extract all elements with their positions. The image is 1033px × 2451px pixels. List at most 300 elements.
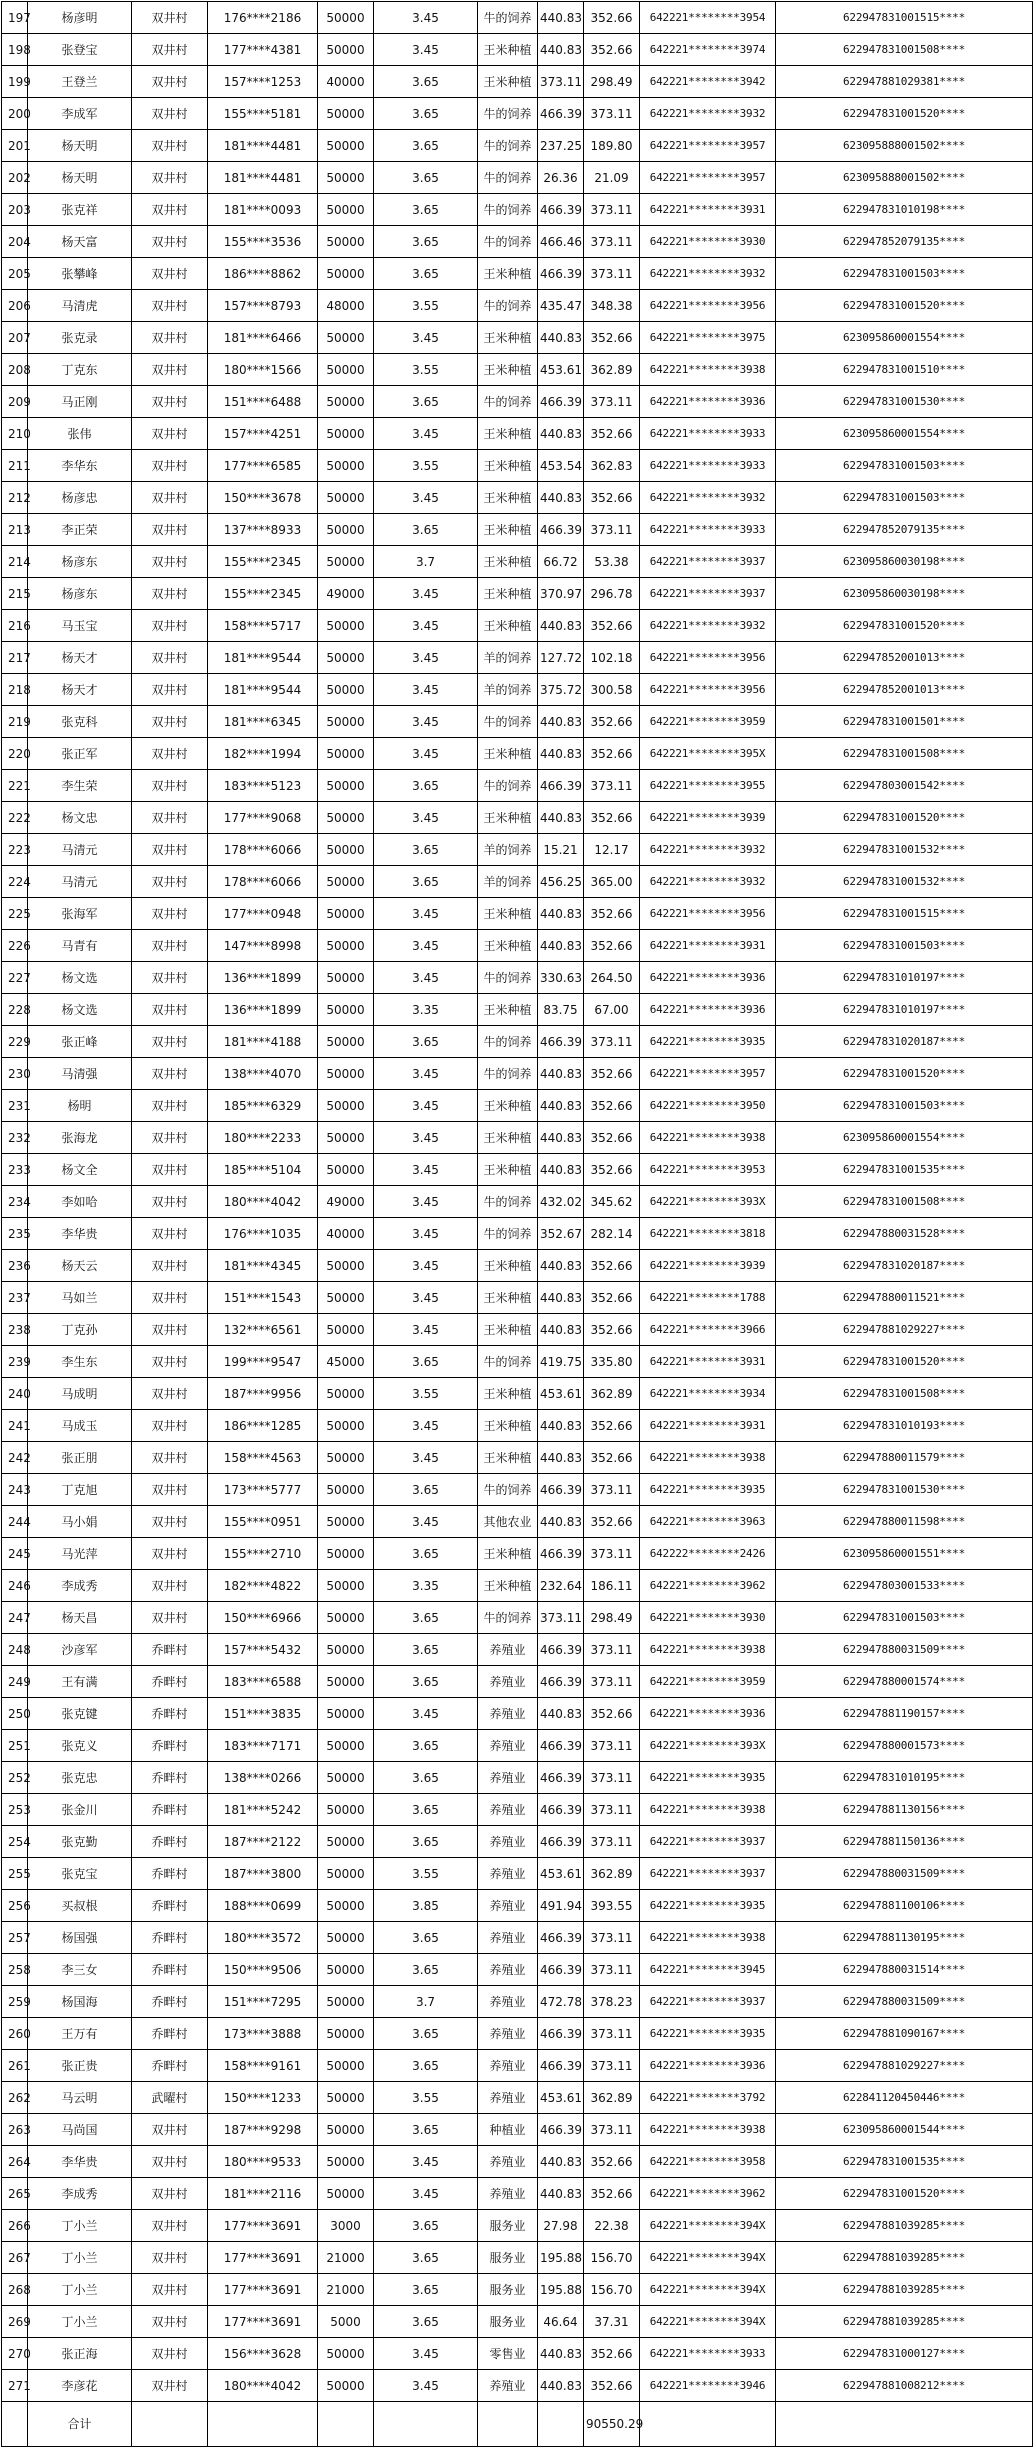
village-cell: 双井村 (132, 98, 208, 130)
bank-account-cell: 622947831001503**** (776, 258, 1033, 290)
name-cell: 张克勤 (28, 1826, 132, 1858)
subsidy-cell: 352.66 (584, 2338, 640, 2370)
table-row (2, 482, 1033, 514)
subsidy-cell: 362.89 (584, 354, 640, 386)
subsidy-cell: 352.66 (584, 34, 640, 66)
bank-account-cell: 623095860001554**** (776, 322, 1033, 354)
table-row (2, 34, 1033, 66)
name-cell: 李如哈 (28, 1186, 132, 1218)
rate-cell: 3.65 (374, 194, 478, 226)
name-cell: 杨文忠 (28, 802, 132, 834)
phone-cell: 151****7295 (208, 1986, 318, 2018)
rate-cell: 3.65 (374, 2114, 478, 2146)
id-number-cell: 642221********3935 (640, 1026, 776, 1058)
phone-cell: 158****9161 (208, 2050, 318, 2082)
interest-cell: 440.83 (538, 738, 584, 770)
phone-cell: 187****9956 (208, 1378, 318, 1410)
table-row (2, 1698, 1033, 1730)
table-row (2, 1986, 1033, 2018)
row-index-cell: 206 (2, 290, 28, 322)
industry-cell: 王米种植 (478, 354, 538, 386)
interest-cell: 440.83 (538, 706, 584, 738)
interest-cell: 232.64 (538, 1570, 584, 1602)
id-number-cell: 642221********3959 (640, 1666, 776, 1698)
phone-cell: 157****5432 (208, 1634, 318, 1666)
loan-amount-cell: 50000 (318, 450, 374, 482)
village-cell: 双井村 (132, 1122, 208, 1154)
loan-amount-cell: 50000 (318, 1410, 374, 1442)
loan-amount-cell: 50000 (318, 162, 374, 194)
loan-amount-cell: 3000 (318, 2210, 374, 2242)
name-cell: 张克科 (28, 706, 132, 738)
interest-cell: 466.39 (538, 1730, 584, 1762)
subsidy-cell: 373.11 (584, 2114, 640, 2146)
interest-cell: 440.83 (538, 2338, 584, 2370)
rate-cell: 3.65 (374, 1026, 478, 1058)
bank-account-cell: 622947831001520**** (776, 1058, 1033, 1090)
industry-cell: 种植业 (478, 2114, 538, 2146)
loan-amount-cell: 50000 (318, 2082, 374, 2114)
rate-cell: 3.65 (374, 66, 478, 98)
row-index-cell: 238 (2, 1314, 28, 1346)
row-index-cell: 224 (2, 866, 28, 898)
loan-amount-cell: 21000 (318, 2242, 374, 2274)
row-index-cell: 233 (2, 1154, 28, 1186)
rate-cell: 3.45 (374, 1154, 478, 1186)
name-cell: 丁小兰 (28, 2274, 132, 2306)
loan-amount-cell: 50000 (318, 642, 374, 674)
interest-cell: 466.39 (538, 1826, 584, 1858)
subsidy-cell: 352.66 (584, 738, 640, 770)
industry-cell: 养殖业 (478, 2146, 538, 2178)
id-number-cell: 642221********3930 (640, 1602, 776, 1634)
phone-cell: 188****0699 (208, 1890, 318, 1922)
industry-cell: 牛的饲养 (478, 226, 538, 258)
industry-cell: 服务业 (478, 2306, 538, 2338)
loan-amount-cell: 50000 (318, 1058, 374, 1090)
phone-cell: 183****6588 (208, 1666, 318, 1698)
interest-cell: 440.83 (538, 418, 584, 450)
table-row (2, 802, 1033, 834)
village-cell: 双井村 (132, 418, 208, 450)
phone-cell: 155****2345 (208, 578, 318, 610)
row-index-cell: 221 (2, 770, 28, 802)
name-cell: 杨天明 (28, 162, 132, 194)
bank-account-cell: 623095888001502**** (776, 130, 1033, 162)
rate-cell: 3.45 (374, 1058, 478, 1090)
id-number-cell: 642221********3959 (640, 706, 776, 738)
bank-account-cell: 622947852001013**** (776, 674, 1033, 706)
industry-cell: 零售业 (478, 2338, 538, 2370)
industry-cell: 养殖业 (478, 1730, 538, 1762)
phone-cell: 177****6585 (208, 450, 318, 482)
phone-cell: 186****8862 (208, 258, 318, 290)
loan-amount-cell: 50000 (318, 98, 374, 130)
industry-cell: 养殖业 (478, 1890, 538, 1922)
village-cell: 乔畔村 (132, 2018, 208, 2050)
phone-cell: 180****4042 (208, 2370, 318, 2402)
industry-cell: 服务业 (478, 2274, 538, 2306)
table-row (2, 1026, 1033, 1058)
rate-cell: 3.45 (374, 1506, 478, 1538)
phone-cell: 180****2233 (208, 1122, 318, 1154)
industry-cell: 王米种植 (478, 578, 538, 610)
village-cell: 双井村 (132, 2274, 208, 2306)
row-index-cell: 217 (2, 642, 28, 674)
loan-amount-cell: 50000 (318, 610, 374, 642)
total-blank-cell (374, 2402, 478, 2447)
name-cell: 丁克东 (28, 354, 132, 386)
industry-cell: 王米种植 (478, 1570, 538, 1602)
phone-cell: 183****7171 (208, 1730, 318, 1762)
name-cell: 马青有 (28, 930, 132, 962)
name-cell: 买叔根 (28, 1890, 132, 1922)
id-number-cell: 642221********3935 (640, 2018, 776, 2050)
village-cell: 双井村 (132, 1026, 208, 1058)
row-index-cell: 254 (2, 1826, 28, 1858)
row-index-cell: 212 (2, 482, 28, 514)
id-number-cell: 642221********3957 (640, 130, 776, 162)
name-cell: 马成明 (28, 1378, 132, 1410)
subsidy-cell: 352.66 (584, 418, 640, 450)
phone-cell: 177****3691 (208, 2210, 318, 2242)
industry-cell: 养殖业 (478, 1794, 538, 1826)
village-cell: 双井村 (132, 1314, 208, 1346)
rate-cell: 3.45 (374, 642, 478, 674)
name-cell: 张海龙 (28, 1122, 132, 1154)
bank-account-cell: 622947831001520**** (776, 802, 1033, 834)
row-index-cell: 246 (2, 1570, 28, 1602)
interest-cell: 440.83 (538, 1090, 584, 1122)
rate-cell: 3.45 (374, 2338, 478, 2370)
total-index-cell (2, 2402, 28, 2447)
row-index-cell: 225 (2, 898, 28, 930)
table-row (2, 2274, 1033, 2306)
rate-cell: 3.45 (374, 1250, 478, 1282)
loan-amount-cell: 50000 (318, 1506, 374, 1538)
subsidy-cell: 373.11 (584, 194, 640, 226)
phone-cell: 177****9068 (208, 802, 318, 834)
bank-account-cell: 622947881029227**** (776, 1314, 1033, 1346)
village-cell: 乔畔村 (132, 1634, 208, 1666)
loan-amount-cell: 45000 (318, 1346, 374, 1378)
subsidy-cell: 264.50 (584, 962, 640, 994)
industry-cell: 王米种植 (478, 1378, 538, 1410)
name-cell: 马清元 (28, 866, 132, 898)
subsidy-cell: 352.66 (584, 1506, 640, 1538)
rate-cell: 3.65 (374, 130, 478, 162)
name-cell: 杨天才 (28, 642, 132, 674)
industry-cell: 牛的饲养 (478, 386, 538, 418)
loan-amount-cell: 40000 (318, 1218, 374, 1250)
bank-account-cell: 622947831000127**** (776, 2338, 1033, 2370)
table-row (2, 1474, 1033, 1506)
bank-account-cell: 622947831001501**** (776, 706, 1033, 738)
id-number-cell: 642221********3938 (640, 354, 776, 386)
id-number-cell: 642221********3938 (640, 2114, 776, 2146)
name-cell: 杨国强 (28, 1922, 132, 1954)
rate-cell: 3.65 (374, 1474, 478, 1506)
loan-amount-cell: 50000 (318, 2146, 374, 2178)
rate-cell: 3.65 (374, 770, 478, 802)
industry-cell: 牛的饲养 (478, 290, 538, 322)
interest-cell: 330.63 (538, 962, 584, 994)
name-cell: 张伟 (28, 418, 132, 450)
id-number-cell: 642221********394X (640, 2274, 776, 2306)
village-cell: 乔畔村 (132, 1986, 208, 2018)
row-index-cell: 219 (2, 706, 28, 738)
bank-account-cell: 622947831001515**** (776, 2, 1033, 34)
name-cell: 张金川 (28, 1794, 132, 1826)
phone-cell: 181****6466 (208, 322, 318, 354)
interest-cell: 440.83 (538, 2178, 584, 2210)
phone-cell: 181****4481 (208, 130, 318, 162)
industry-cell: 王米种植 (478, 1442, 538, 1474)
loan-amount-cell: 50000 (318, 1442, 374, 1474)
loan-amount-cell: 50000 (318, 770, 374, 802)
name-cell: 李成秀 (28, 2178, 132, 2210)
industry-cell: 养殖业 (478, 1762, 538, 1794)
industry-cell: 王米种植 (478, 258, 538, 290)
interest-cell: 440.83 (538, 1122, 584, 1154)
bank-account-cell: 622947803001542**** (776, 770, 1033, 802)
id-number-cell: 642221********394X (640, 2242, 776, 2274)
name-cell: 杨天才 (28, 674, 132, 706)
rate-cell: 3.55 (374, 1858, 478, 1890)
row-index-cell: 227 (2, 962, 28, 994)
name-cell: 杨文选 (28, 962, 132, 994)
rate-cell: 3.45 (374, 1186, 478, 1218)
row-index-cell: 260 (2, 2018, 28, 2050)
total-blank-cell (478, 2402, 538, 2447)
name-cell: 杨文全 (28, 1154, 132, 1186)
row-index-cell: 223 (2, 834, 28, 866)
subsidy-cell: 189.80 (584, 130, 640, 162)
phone-cell: 177****4381 (208, 34, 318, 66)
bank-account-cell: 622947880031509**** (776, 1634, 1033, 1666)
village-cell: 双井村 (132, 1154, 208, 1186)
total-blank-cell (640, 2402, 776, 2447)
name-cell: 杨彦明 (28, 2, 132, 34)
id-number-cell: 642221********3937 (640, 1826, 776, 1858)
name-cell: 张登宝 (28, 34, 132, 66)
id-number-cell: 642221********3958 (640, 2146, 776, 2178)
rate-cell: 3.65 (374, 2210, 478, 2242)
bank-account-cell: 622947831001503**** (776, 450, 1033, 482)
bank-account-cell: 622947852079135**** (776, 514, 1033, 546)
phone-cell: 147****8998 (208, 930, 318, 962)
rate-cell: 3.65 (374, 1826, 478, 1858)
village-cell: 双井村 (132, 2370, 208, 2402)
table-row (2, 1922, 1033, 1954)
id-number-cell: 642221********3932 (640, 834, 776, 866)
interest-cell: 373.11 (538, 1602, 584, 1634)
bank-account-cell: 622947831001508**** (776, 34, 1033, 66)
rate-cell: 3.65 (374, 1602, 478, 1634)
table-row (2, 2, 1033, 34)
row-index-cell: 251 (2, 1730, 28, 1762)
id-number-cell: 642221********3932 (640, 866, 776, 898)
id-number-cell: 642221********3966 (640, 1314, 776, 1346)
rate-cell: 3.45 (374, 578, 478, 610)
loan-amount-cell: 50000 (318, 258, 374, 290)
industry-cell: 牛的饲养 (478, 130, 538, 162)
industry-cell: 王米种植 (478, 1538, 538, 1570)
village-cell: 双井村 (132, 386, 208, 418)
id-number-cell: 642221********393X (640, 1730, 776, 1762)
phone-cell: 181****9544 (208, 674, 318, 706)
row-index-cell: 213 (2, 514, 28, 546)
row-index-cell: 256 (2, 1890, 28, 1922)
village-cell: 双井村 (132, 674, 208, 706)
table-row (2, 706, 1033, 738)
rate-cell: 3.7 (374, 546, 478, 578)
industry-cell: 牛的饲养 (478, 1186, 538, 1218)
name-cell: 李生荣 (28, 770, 132, 802)
phone-cell: 199****9547 (208, 1346, 318, 1378)
subsidy-cell: 102.18 (584, 642, 640, 674)
bank-account-cell: 622947880001574**** (776, 1666, 1033, 1698)
village-cell: 双井村 (132, 1282, 208, 1314)
interest-cell: 440.83 (538, 1154, 584, 1186)
rate-cell: 3.65 (374, 2242, 478, 2274)
row-index-cell: 229 (2, 1026, 28, 1058)
phone-cell: 157****1253 (208, 66, 318, 98)
rate-cell: 3.65 (374, 2050, 478, 2082)
village-cell: 双井村 (132, 130, 208, 162)
phone-cell: 180****4042 (208, 1186, 318, 1218)
industry-cell: 王米种植 (478, 1122, 538, 1154)
id-number-cell: 642221********393X (640, 1186, 776, 1218)
phone-cell: 181****6345 (208, 706, 318, 738)
village-cell: 双井村 (132, 322, 208, 354)
id-number-cell: 642221********3932 (640, 98, 776, 130)
phone-cell: 150****6966 (208, 1602, 318, 1634)
id-number-cell: 642221********3950 (640, 1090, 776, 1122)
phone-cell: 176****2186 (208, 2, 318, 34)
industry-cell: 养殖业 (478, 2018, 538, 2050)
interest-cell: 466.39 (538, 1474, 584, 1506)
loan-amount-cell: 50000 (318, 930, 374, 962)
row-index-cell: 266 (2, 2210, 28, 2242)
table-row (2, 450, 1033, 482)
id-number-cell: 642221********3818 (640, 1218, 776, 1250)
bank-account-cell: 622947831010197**** (776, 994, 1033, 1026)
bank-account-cell: 622947831001508**** (776, 1378, 1033, 1410)
loan-amount-cell: 50000 (318, 226, 374, 258)
industry-cell: 养殖业 (478, 1666, 538, 1698)
interest-cell: 466.39 (538, 258, 584, 290)
phone-cell: 178****6066 (208, 834, 318, 866)
village-cell: 双井村 (132, 1442, 208, 1474)
name-cell: 李成秀 (28, 1570, 132, 1602)
row-index-cell: 204 (2, 226, 28, 258)
village-cell: 双井村 (132, 706, 208, 738)
name-cell: 李三女 (28, 1954, 132, 1986)
rate-cell: 3.65 (374, 386, 478, 418)
id-number-cell: 642221********3946 (640, 2370, 776, 2402)
rate-cell: 3.55 (374, 1378, 478, 1410)
village-cell: 双井村 (132, 738, 208, 770)
loan-amount-cell: 50000 (318, 34, 374, 66)
interest-cell: 373.11 (538, 66, 584, 98)
subsidy-cell: 352.66 (584, 802, 640, 834)
name-cell: 丁克孙 (28, 1314, 132, 1346)
interest-cell: 466.39 (538, 1666, 584, 1698)
interest-cell: 466.39 (538, 514, 584, 546)
village-cell: 双井村 (132, 1506, 208, 1538)
phone-cell: 181****5242 (208, 1794, 318, 1826)
bank-account-cell: 622947852079135**** (776, 226, 1033, 258)
row-index-cell: 268 (2, 2274, 28, 2306)
table-row (2, 1858, 1033, 1890)
loan-amount-cell: 50000 (318, 802, 374, 834)
table-row (2, 1186, 1033, 1218)
bank-account-cell: 622947880011521**** (776, 1282, 1033, 1314)
industry-cell: 牛的饲养 (478, 706, 538, 738)
table-row (2, 226, 1033, 258)
table-row (2, 2018, 1033, 2050)
subsidy-cell: 352.66 (584, 1410, 640, 1442)
name-cell: 马玉宝 (28, 610, 132, 642)
row-index-cell: 226 (2, 930, 28, 962)
id-number-cell: 642221********3933 (640, 450, 776, 482)
row-index-cell: 211 (2, 450, 28, 482)
bank-account-cell: 622947831001520**** (776, 2178, 1033, 2210)
village-cell: 武曜村 (132, 2082, 208, 2114)
industry-cell: 养殖业 (478, 2178, 538, 2210)
subsidy-cell: 53.38 (584, 546, 640, 578)
bank-account-cell: 622947880011598**** (776, 1506, 1033, 1538)
id-number-cell: 642221********3936 (640, 2050, 776, 2082)
phone-cell: 177****3691 (208, 2306, 318, 2338)
village-cell: 双井村 (132, 802, 208, 834)
id-number-cell: 642221********3938 (640, 1922, 776, 1954)
interest-cell: 440.83 (538, 802, 584, 834)
subsidy-cell: 373.11 (584, 1954, 640, 1986)
table-row (2, 1282, 1033, 1314)
phone-cell: 182****1994 (208, 738, 318, 770)
industry-cell: 养殖业 (478, 1922, 538, 1954)
subsidy-cell: 296.78 (584, 578, 640, 610)
bank-account-cell: 622947881029381**** (776, 66, 1033, 98)
loan-amount-cell: 50000 (318, 1282, 374, 1314)
rate-cell: 3.45 (374, 1282, 478, 1314)
industry-cell: 牛的饲养 (478, 2, 538, 34)
bank-account-cell: 623095860030198**** (776, 578, 1033, 610)
row-index-cell: 210 (2, 418, 28, 450)
row-index-cell: 262 (2, 2082, 28, 2114)
total-row (2, 2402, 1033, 2447)
interest-cell: 27.98 (538, 2210, 584, 2242)
village-cell: 双井村 (132, 2178, 208, 2210)
name-cell: 张正贵 (28, 2050, 132, 2082)
village-cell: 乔畔村 (132, 1698, 208, 1730)
name-cell: 李华东 (28, 450, 132, 482)
bank-account-cell: 622947831001503**** (776, 1602, 1033, 1634)
table-row (2, 1890, 1033, 1922)
loan-amount-cell: 50000 (318, 1666, 374, 1698)
id-number-cell: 642221********3974 (640, 34, 776, 66)
id-number-cell: 642221********3939 (640, 802, 776, 834)
id-number-cell: 642221********3955 (640, 770, 776, 802)
table-row (2, 2242, 1033, 2274)
bank-account-cell: 623095860001554**** (776, 1122, 1033, 1154)
rate-cell: 3.35 (374, 994, 478, 1026)
industry-cell: 王米种植 (478, 1090, 538, 1122)
table-row (2, 1570, 1033, 1602)
village-cell: 双井村 (132, 1186, 208, 1218)
